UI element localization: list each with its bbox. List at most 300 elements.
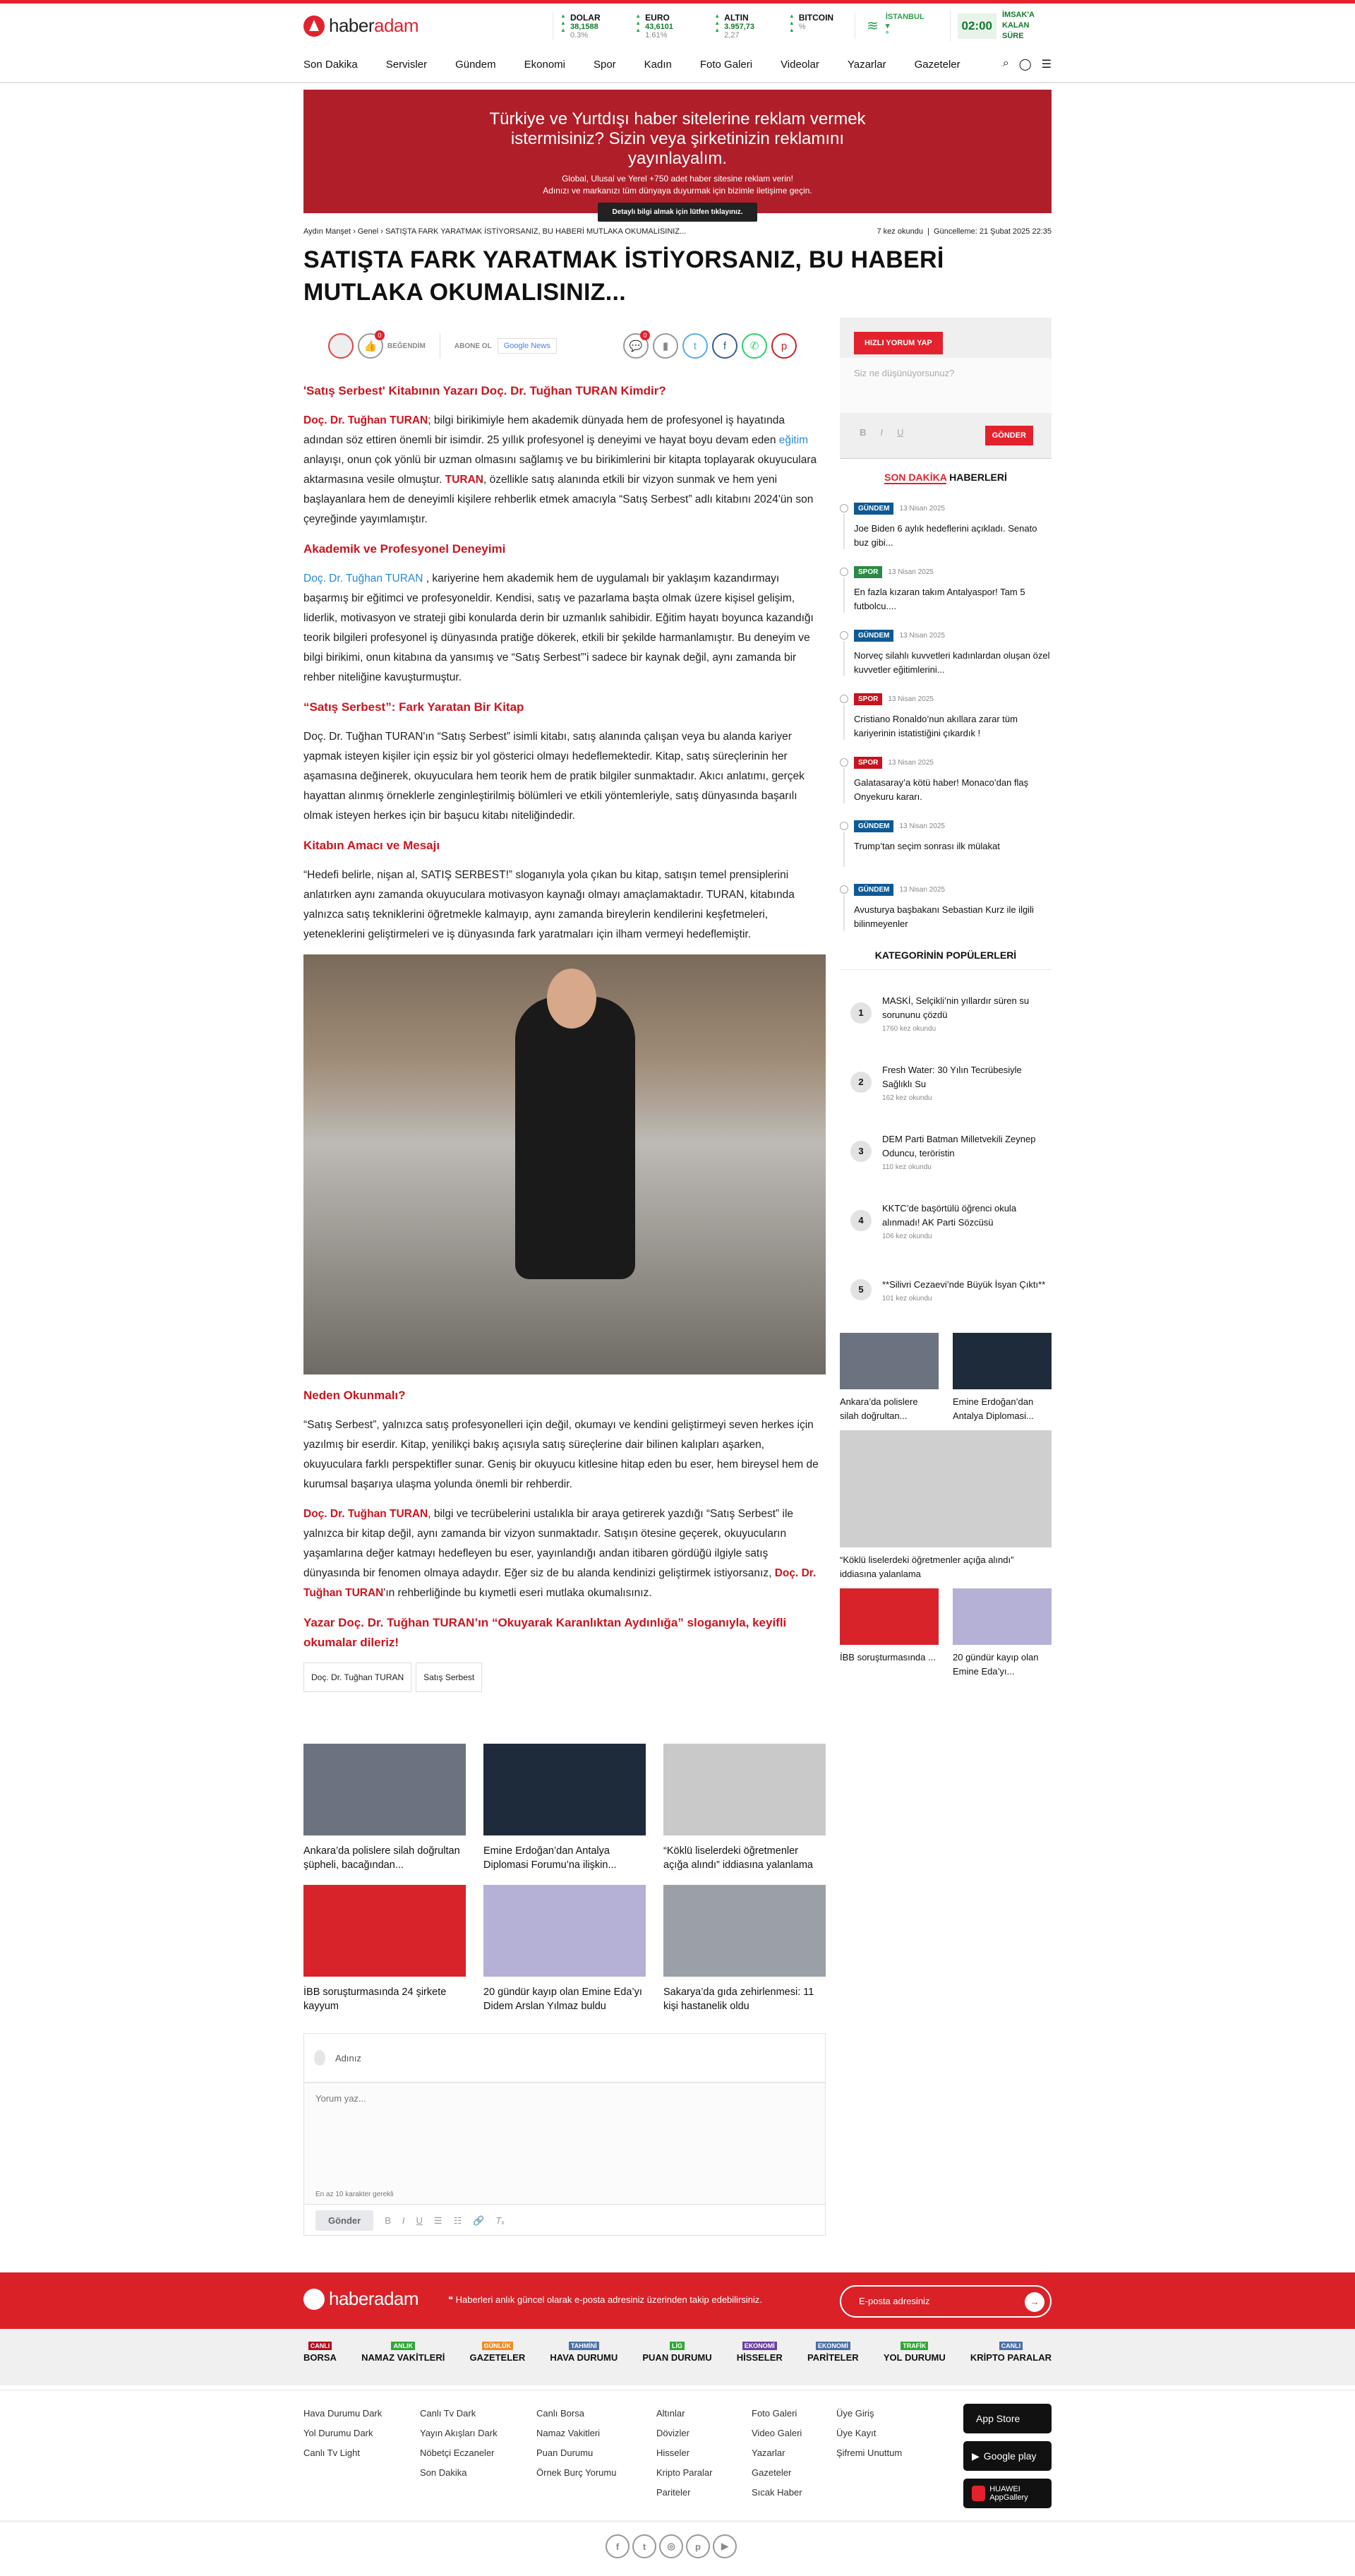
popular-item[interactable] bbox=[840, 978, 1052, 1048]
huawei-icon bbox=[972, 2486, 985, 2501]
photo-figure bbox=[515, 997, 635, 1279]
popular-news bbox=[840, 949, 1052, 1324]
read-count: 162 kez okundu bbox=[882, 1094, 932, 1102]
service-badge: LİG bbox=[670, 2342, 685, 2350]
pinterest-icon[interactable]: p bbox=[686, 2534, 710, 2558]
italic-icon[interactable]: I bbox=[402, 2215, 405, 2226]
footer-link[interactable]: Üye Kayıt bbox=[836, 2428, 877, 2438]
email-input[interactable]: E-posta adresiniz → bbox=[840, 2285, 1052, 2318]
breaking-meta bbox=[854, 755, 1052, 769]
service-label: PUAN DURUMU bbox=[642, 2352, 712, 2363]
side-news-image[interactable] bbox=[953, 1333, 1052, 1389]
popular-text bbox=[882, 994, 1052, 1033]
updated-date: Güncelleme: 21 Şubat 2025 22:35 bbox=[934, 227, 1052, 236]
huawei-appgallery-badge[interactable]: HUAWEI AppGallery bbox=[963, 2479, 1052, 2508]
service-badge: EKONOMİ bbox=[742, 2342, 777, 2350]
weather-city[interactable]: İSTANBUL bbox=[885, 13, 925, 21]
comment-icon: 💬 bbox=[629, 340, 643, 352]
link-icon[interactable]: 🔗 bbox=[473, 2215, 485, 2226]
footer-link-column bbox=[656, 2404, 752, 2503]
breadcrumb-item: SATIŞTA FARK YARATMAK İSTİYORSANIZ, BU HABERİ MUTLAKA OKUMALISINIZ... bbox=[385, 227, 687, 236]
related-title[interactable]: İBB soruşturmasında 24 şirkete kayyum bbox=[303, 1987, 447, 2012]
breadcrumb bbox=[303, 227, 686, 236]
comment-form bbox=[303, 2033, 826, 2236]
logo-icon bbox=[303, 2289, 325, 2310]
service-label: NAMAZ VAKİTLERİ bbox=[361, 2352, 445, 2363]
footer-link[interactable]: Namaz Vakitleri bbox=[536, 2428, 601, 2438]
ticker-pct: 1.61% bbox=[645, 30, 668, 40]
nav-item[interactable]: Yazarlar bbox=[847, 58, 886, 71]
facebook-share-icon[interactable]: f bbox=[712, 333, 737, 359]
news-date: 13 Nisan 2025 bbox=[888, 568, 934, 576]
related-card[interactable] bbox=[483, 1885, 646, 2013]
footer-link[interactable]: Son Dakika bbox=[420, 2467, 467, 2478]
nav-item[interactable]: Kadın bbox=[644, 58, 672, 71]
nav-item[interactable]: Foto Galeri bbox=[699, 58, 753, 71]
read-count: 7 kez okundu bbox=[877, 227, 923, 236]
service-link[interactable] bbox=[807, 2340, 859, 2363]
service-label: KRİPTO PARALAR bbox=[970, 2352, 1052, 2363]
ticker-values bbox=[799, 13, 833, 31]
breaking-item[interactable] bbox=[840, 692, 1052, 743]
footer-link-column bbox=[420, 2404, 536, 2503]
twitter-icon[interactable]: t bbox=[632, 2534, 656, 2558]
breadcrumb-row: Aydın Manşet › Genel › SATIŞTA FARK YARATMAK İSTİYORSANIZ, BU HABERİ MUTLAKA OKUMALISINIZ... 7 kez okundu | Güncelleme: 21 Şubat 2025 22:35 bbox=[303, 227, 1052, 236]
read-count: 101 kez okundu bbox=[882, 1294, 932, 1302]
footer-link[interactable]: Hava Durumu Dark bbox=[303, 2408, 383, 2419]
ad-title: Türkiye ve Yurtdışı haber sitelerine reklam vermek istermisiniz? Sizin veya şirketinizin reklamını yayınlayalım. bbox=[489, 109, 866, 168]
footer-link[interactable]: Hisseler bbox=[656, 2448, 689, 2458]
related-card[interactable] bbox=[303, 1744, 466, 1872]
user-icon[interactable]: ◯ bbox=[1018, 59, 1032, 71]
prayer-label: İMSAK'A KALAN SÜRE bbox=[1002, 11, 1035, 40]
footer-link[interactable]: Yayın Akışları Dark bbox=[420, 2428, 498, 2438]
submit-arrow-icon[interactable]: → bbox=[1025, 2292, 1044, 2312]
related-title[interactable]: Sakarya’da gıda zehirlenmesi: 11 kişi hastanelik oldu bbox=[663, 1987, 814, 2012]
article-photo bbox=[303, 954, 826, 1374]
section-heading: Neden Okunmalı? bbox=[303, 1389, 406, 1402]
footer-link[interactable]: Altınlar bbox=[656, 2408, 685, 2419]
footer-link[interactable]: Yazarlar bbox=[752, 2448, 785, 2458]
breaking-item[interactable] bbox=[840, 882, 1052, 933]
newsletter-text: ❝ Haberleri anlık güncel olarak e-posta adresiniz üzerinden takip edebilirsiniz. bbox=[448, 2294, 762, 2305]
trend-up-icon: ▲ ▲ ▲ bbox=[714, 12, 721, 33]
footer-link[interactable]: Örnek Burç Yorumu bbox=[536, 2467, 617, 2478]
category-badge[interactable]: SPOR bbox=[854, 757, 882, 769]
popular-text bbox=[882, 1132, 1052, 1171]
popular-title: KATEGORİNİN POPÜLERLERİ bbox=[840, 949, 1052, 970]
read-count: 106 kez okundu bbox=[882, 1232, 932, 1240]
weather-temp: ° bbox=[885, 30, 889, 39]
bookmark-button[interactable]: ▮ bbox=[653, 333, 678, 359]
related-title[interactable]: “Köklü liselerdeki öğretmenler açığa alındı” iddiasına yalanlama bbox=[663, 1845, 813, 1871]
side-news-title[interactable]: “Köklü liselerdeki öğretmenler açığa alındı” iddiasına yalanlama bbox=[840, 1554, 1014, 1579]
category-badge[interactable]: GÜNDEM bbox=[854, 630, 893, 642]
ticker-pct: 0.3% bbox=[570, 30, 589, 40]
bullet-list-icon[interactable]: ☷ bbox=[453, 2215, 462, 2226]
breadcrumb-item[interactable]: Genel bbox=[357, 227, 379, 236]
ad-line-1: Global, Ulusal ve Yerel +750 adet haber sitesine reklam verin! bbox=[562, 174, 793, 184]
popular-text bbox=[882, 1278, 1045, 1302]
popular-title[interactable]: **Silivri Cezaevi’nde Büyük İsyan Çıktı** bbox=[882, 1278, 1046, 1290]
news-date: 13 Nisan 2025 bbox=[899, 505, 945, 513]
footer-link[interactable]: Canlı Tv Light bbox=[303, 2448, 360, 2458]
wind-icon: ≋ bbox=[867, 18, 879, 34]
pinterest-share-icon[interactable]: p bbox=[771, 333, 797, 359]
rank-number: 5 bbox=[850, 1279, 872, 1300]
service-badge: CANLI bbox=[308, 2342, 332, 2350]
ordered-list-icon[interactable]: ☰ bbox=[433, 2215, 442, 2226]
bold-icon[interactable]: B bbox=[860, 427, 867, 438]
text-link[interactable]: Doç. Dr. Tuğhan TURAN bbox=[303, 573, 423, 585]
prayer-time: 02:00 bbox=[958, 13, 996, 39]
like-count: 0 bbox=[375, 330, 385, 340]
footer-link[interactable]: Foto Galeri bbox=[752, 2408, 797, 2419]
breaking-title[interactable]: Galatasaray’a kötü haber! Monaco’dan flaş Onyekuru kararı. bbox=[854, 777, 1029, 802]
service-badge: TAHMİNİ bbox=[569, 2342, 599, 2350]
paragraph bbox=[303, 411, 826, 529]
nav-item[interactable]: Son Dakika bbox=[303, 58, 358, 71]
top-accent-line bbox=[0, 0, 1355, 4]
rank-number: 2 bbox=[850, 1072, 872, 1093]
related-card[interactable] bbox=[483, 1744, 646, 1872]
related-thumbnail[interactable] bbox=[303, 1744, 466, 1835]
popular-text bbox=[882, 1063, 1052, 1102]
paragraph bbox=[303, 865, 826, 945]
rank-number: 1 bbox=[850, 1002, 872, 1024]
category-badge[interactable]: GÜNDEM bbox=[854, 884, 893, 896]
related-card[interactable] bbox=[303, 1885, 466, 2013]
market-ticker[interactable] bbox=[714, 13, 769, 40]
send-comment-button[interactable]: Gönder bbox=[315, 2210, 373, 2231]
side-news-title[interactable]: Emine Erdoğan’dan Antalya Diplomasi... bbox=[953, 1396, 1034, 1421]
news-date: 13 Nisan 2025 bbox=[899, 632, 945, 640]
popular-item[interactable] bbox=[840, 1117, 1052, 1186]
category-badge[interactable]: SPOR bbox=[854, 566, 882, 578]
nav-item[interactable]: Gündem bbox=[455, 58, 496, 71]
service-link[interactable] bbox=[303, 2340, 337, 2363]
bold-icon[interactable]: B bbox=[385, 2215, 391, 2226]
main-nav bbox=[303, 47, 1052, 82]
breaking-meta bbox=[854, 501, 1052, 515]
side-news-title[interactable]: Ankara’da polislere silah doğrultan... bbox=[840, 1396, 918, 1421]
rank-number: 3 bbox=[850, 1141, 872, 1162]
footer-link-column bbox=[836, 2404, 963, 2503]
ticker-value: 38,1588 bbox=[570, 22, 598, 31]
trend-up-icon: ▲ ▲ ▲ bbox=[560, 12, 566, 33]
nav-item[interactable]: Ekonomi bbox=[524, 58, 565, 71]
breaking-meta bbox=[854, 692, 1052, 705]
side-news-title[interactable]: İBB soruşturmasında ... bbox=[840, 1652, 936, 1663]
text: , özellikle satış alanında etkili bir vizyon sunmak ve hem yeni başlayanlara hem de deneyimli kişilere rehberlik etmek amacıyla “Satış Serbest” adlı kitabını 2024'ün son çeyreğinde yayımlamıştır. bbox=[303, 474, 814, 525]
popular-title[interactable]: MASKİ, Selçikli’nin yıllardır süren su sorununu çözdü bbox=[882, 995, 1030, 1020]
market-ticker[interactable] bbox=[560, 13, 615, 40]
service-link[interactable] bbox=[642, 2340, 711, 2363]
popular-item[interactable] bbox=[840, 1255, 1052, 1324]
text: Doç. Dr. Tuğhan TURAN'ın “Satış Serbest” isimli kitabı, satış alanında çalışan veya bu alanda kariyer yapmak isteyen kişiler için eşsiz bir yol gösterici olmayı hedeflemektedir. Kitap, satış süreçlerinin her aşamasına değinerek, okuyuculara hem teorik hem de pratik bilgiler sunmaktadır. Akıcı anlatımı, gerçek hayattan alınmış örneklerle zenginleştirilmiş bölümleri ve etkili yöntemleriyle, satış dünyasında başarılı olmak isteyen herkes için bir başucu kitabı niteliğindedir. bbox=[303, 731, 805, 822]
popular-item[interactable] bbox=[840, 1186, 1052, 1255]
footer-link[interactable]: Puan Durumu bbox=[536, 2448, 594, 2458]
text: 'ın rehberliğinde bu kıymetli eseri mutlaka okumalısınız. bbox=[383, 1587, 652, 1599]
youtube-icon[interactable]: ▶ bbox=[713, 2534, 737, 2558]
news-date: 13 Nisan 2025 bbox=[888, 695, 934, 703]
section-heading: Akademik ve Profesyonel Deneyimi bbox=[303, 542, 506, 556]
nav-item[interactable]: Gazeteler bbox=[914, 58, 960, 71]
service-label: HAVA DURUMU bbox=[550, 2352, 618, 2363]
clear-format-icon[interactable]: Tₓ bbox=[495, 2215, 505, 2226]
quick-comment-input[interactable]: Siz ne düşünüyorsunuz? bbox=[840, 358, 1052, 413]
app-badges bbox=[963, 2404, 1052, 2516]
related-title[interactable]: Ankara’da polislere silah doğrultan şüpheli, bacağından... bbox=[303, 1845, 460, 1871]
breaking-title[interactable]: Joe Biden 6 aylık hedeflerini açıkladı. Senato buz gibi... bbox=[854, 523, 1037, 548]
nav-item[interactable]: Spor bbox=[593, 58, 616, 71]
related-title[interactable]: 20 gündür kayıp olan Emine Eda’yı Didem Arslan Yılmaz buldu bbox=[483, 1987, 642, 2012]
footer-link[interactable]: Dövizler bbox=[656, 2428, 689, 2438]
ticker-values bbox=[724, 13, 769, 40]
breaking-title[interactable]: En fazla kızaran takım Antalyaspor! Tam 5 futbolcu.... bbox=[854, 587, 1025, 611]
sidebar-news bbox=[840, 1333, 1052, 1680]
comment-textarea[interactable] bbox=[304, 2083, 825, 2205]
text: , kariyerine hem akademik hem de uygulamalı bir yaklaşım kazandırmayı başarmış bir eğitimci ve profesyoneldir. Kendisi, satış ve pazarlama başta olmak üzere kişisel gelişim, liderlik, motivasyon ve strateji gibi konularda derin bir uzmanlık sahibidir. Eğitim hayatı boyunca kazandığı teorik bilgileri profesyonel iş dünyasında pratiğe dökerek, etkili bir şekilde harmanlamıştır. Bu deneyim ve bilgi birikimi, onun kitabına da yansımış ve “Satış Serbest”'i sadece bir kaynak değil, aynı zamanda bir rehber niteliğine kavuşturmuştur. bbox=[303, 573, 814, 683]
breaking-meta bbox=[854, 628, 1052, 642]
footer-links bbox=[303, 2404, 1052, 2503]
side-news-title[interactable]: 20 gündür kayıp olan Emine Eda’yı... bbox=[953, 1652, 1039, 1677]
side-news-card[interactable] bbox=[840, 1588, 939, 1680]
service-label: YOL DURUMU bbox=[883, 2352, 946, 2363]
search-icon[interactable]: ⌕ bbox=[1002, 57, 1009, 69]
page-title: SATIŞTA FARK YARATMAK İSTİYORSANIZ, BU HABERİ MUTLAKA OKUMALISINIZ... bbox=[303, 246, 944, 306]
side-news-card[interactable] bbox=[840, 1430, 1052, 1583]
footer-link-column bbox=[303, 2404, 420, 2503]
related-thumbnail[interactable] bbox=[483, 1744, 646, 1835]
side-news-card[interactable] bbox=[953, 1588, 1052, 1680]
footer-link-column bbox=[536, 2404, 656, 2503]
popular-title[interactable]: KKTC’de başörtülü öğrenci okula alınmadı! AK Parti Sözcüsü bbox=[882, 1202, 1017, 1228]
related-news-grid bbox=[303, 1744, 826, 2013]
breaking-title[interactable]: Trump’tan seçim sonrası ilk mülakat bbox=[854, 841, 1000, 851]
popular-text bbox=[882, 1202, 1052, 1240]
underline-icon[interactable]: U bbox=[416, 2215, 423, 2226]
footer-link[interactable]: Canlı Borsa bbox=[536, 2408, 584, 2419]
footer-link[interactable]: Şifremi Unuttum bbox=[836, 2448, 903, 2458]
highlight-text: Doç. Dr. Tuğhan TURAN bbox=[303, 414, 428, 426]
side-news-card[interactable] bbox=[840, 1333, 939, 1425]
google-play-badge[interactable]: ▶ Google play bbox=[963, 2441, 1052, 2471]
header bbox=[303, 10, 1052, 42]
service-badge: ANLIK bbox=[391, 2342, 415, 2350]
ad-line-2: Adınızı ve markanızı tüm dünyaya duyurmak için bizimle iletişime geçin. bbox=[543, 186, 812, 196]
footer-link[interactable]: Pariteler bbox=[656, 2487, 691, 2498]
service-label: PARİTELER bbox=[807, 2352, 859, 2363]
text-link[interactable]: eğitim bbox=[778, 434, 809, 446]
thumbs-up-icon: 👍 bbox=[363, 340, 378, 352]
related-thumbnail[interactable] bbox=[303, 1885, 466, 1977]
service-link[interactable] bbox=[470, 2340, 526, 2363]
side-news-image[interactable] bbox=[840, 1430, 1052, 1547]
ticker-name: EURO bbox=[645, 12, 670, 23]
category-badge[interactable]: GÜNDEM bbox=[854, 503, 893, 515]
google-news-button[interactable]: Google News bbox=[498, 338, 557, 354]
ticker-pct: % bbox=[798, 22, 806, 31]
site-logo[interactable]: haber adam bbox=[303, 15, 418, 37]
tag[interactable]: Doç. Dr. Tuğhan TURAN bbox=[303, 1663, 411, 1692]
like-button[interactable] bbox=[358, 333, 383, 359]
related-thumbnail[interactable] bbox=[483, 1885, 646, 1977]
text: “Hedefi belirle, nişan al, SATIŞ SERBEST!” sloganıyla yola çıkan bu kitap, satışın temel prensiplerini anlatırken aynı zamanda okuyuculara motivasyon kaynağı olmayı amaçlamaktadır. TURAN, kitabında yalnızca satış tekniklerini öğretmekle kalmayıp, aynı zamanda bireylerin kendilerini keşfetmeleri, yeteneklerini geliştirmeleri ve iş dünyasında fark yaratmaları için ilham vermeyi hedeflemiştir. bbox=[303, 869, 795, 940]
breaking-title[interactable]: Cristiano Ronaldo’nun akıllara zarar tüm kariyerinin istatistiğini çıkardık ! bbox=[854, 714, 1018, 738]
side-news-card[interactable] bbox=[953, 1333, 1052, 1425]
reaction-avatar[interactable] bbox=[328, 333, 354, 359]
footer-link[interactable]: Kripto Paralar bbox=[656, 2467, 713, 2478]
newsletter-bar bbox=[0, 2272, 1355, 2329]
side-news-image[interactable] bbox=[840, 1588, 939, 1645]
menu-icon[interactable]: ☰ bbox=[1041, 59, 1052, 71]
service-link[interactable] bbox=[737, 2340, 783, 2363]
chevron-right-icon: › bbox=[378, 227, 385, 236]
closing-line: Yazar Doç. Dr. Tuğhan TURAN’ın “Okuyarak Karanlıktan Aydınlığa” sloganıyla, keyifli okumalar dileriz! bbox=[303, 1616, 787, 1649]
footer-link[interactable]: Sıcak Haber bbox=[752, 2487, 802, 2498]
weather-widget[interactable]: ≋ İSTANBUL ▾ ° bbox=[855, 13, 928, 39]
nav-item[interactable]: Videolar bbox=[781, 58, 819, 71]
footer-link-column bbox=[752, 2404, 836, 2503]
breaking-title[interactable]: Avusturya başbakanı Sebastian Kurz ile ilgili bilinmeyenler bbox=[854, 904, 1034, 929]
nav-item[interactable]: Servisler bbox=[385, 58, 428, 71]
breadcrumb-item[interactable]: Aydın Manşet bbox=[303, 227, 351, 236]
ticker-values bbox=[645, 13, 694, 40]
like-label: BEĞENDİM bbox=[387, 342, 426, 350]
footer-link[interactable]: Video Galeri bbox=[752, 2428, 802, 2438]
section-heading: Kitabın Amacı ve Mesajı bbox=[303, 839, 440, 852]
breaking-item[interactable] bbox=[840, 501, 1052, 552]
trend-up-icon: ▲ ▲ ▲ bbox=[788, 12, 795, 33]
facebook-icon[interactable]: f bbox=[606, 2534, 630, 2558]
service-label: HİSSELER bbox=[736, 2352, 783, 2363]
underline-icon[interactable]: U bbox=[897, 427, 904, 438]
highlight-text: Doç. Dr. Tuğhan TURAN bbox=[303, 1567, 817, 1599]
quick-comment-send-button[interactable]: GÖNDER bbox=[985, 426, 1033, 445]
ad-details-button[interactable]: Detaylı bilgi almak için lütfen tıklayınız. bbox=[598, 203, 757, 222]
ticker-value: 43,6101 bbox=[645, 22, 673, 31]
service-badge: TRAFİK bbox=[901, 2342, 928, 2350]
breaking-title: HABERLERİ bbox=[946, 472, 1007, 483]
tag[interactable]: Satış Serbest bbox=[416, 1663, 482, 1692]
service-link[interactable] bbox=[361, 2340, 445, 2363]
twitter-share-icon[interactable]: t bbox=[682, 333, 708, 359]
logo-icon bbox=[303, 16, 325, 37]
market-ticker[interactable] bbox=[635, 13, 694, 40]
service-link[interactable] bbox=[550, 2340, 618, 2363]
social-links bbox=[606, 2534, 737, 2558]
footer-logo[interactable]: haber adam bbox=[303, 2288, 418, 2310]
service-badge: CANLI bbox=[999, 2342, 1023, 2350]
footer-link[interactable]: Gazeteler bbox=[752, 2467, 792, 2478]
related-thumbnail[interactable] bbox=[663, 1885, 826, 1977]
comment-placeholder: Yorum yaz... bbox=[315, 2093, 366, 2104]
related-title[interactable]: Emine Erdoğan’dan Antalya Diplomasi Forumu’na ilişkin... bbox=[483, 1845, 617, 1871]
text: anlayışı, onun çok yönlü bir uzman olmasını sağlamış ve bu birikimlerini bir kitapta toplayarak okuyuculara aktarmasına vesile olmuştur. bbox=[303, 454, 817, 486]
breaking-meta bbox=[854, 565, 1052, 578]
ticker-name: DOLAR bbox=[570, 12, 601, 23]
popular-item[interactable] bbox=[840, 1048, 1052, 1117]
tag-list bbox=[303, 1663, 826, 1692]
share-bar bbox=[328, 332, 801, 360]
popular-title[interactable]: Fresh Water: 30 Yılın Tecrübesiyle Sağlıklı Su bbox=[882, 1064, 1022, 1089]
paragraph bbox=[303, 1504, 826, 1603]
section-heading: 'Satış Serbest' Kitabının Yazarı Doç. Dr. Tuğhan TURAN Kimdir? bbox=[303, 384, 666, 397]
article-body bbox=[303, 374, 826, 1692]
category-badge[interactable]: GÜNDEM bbox=[854, 820, 893, 832]
footer-link[interactable]: Üye Giriş bbox=[836, 2408, 874, 2419]
breaking-item[interactable] bbox=[840, 819, 1052, 870]
breaking-title[interactable]: Norveç silahlı kuvvetleri kadınlardan oluşan özel kuvvetler eğitimlerini... bbox=[854, 650, 1050, 675]
ticker-name: BITCOIN bbox=[798, 12, 834, 23]
side-news-image[interactable] bbox=[953, 1588, 1052, 1645]
footer-link[interactable]: Nöbetçi Eczaneler bbox=[420, 2448, 495, 2458]
text: , bilgi ve tecrübelerini ustalıkla bir araya getirerek yazdığı “Satış Serbest” ile yalnızca bir kitap değil, aynı zamanda bir vizyon sunmaktadır. Satışın ötesine geçerek, okuyucuların yaşamlarına değer katmayı hedefleyen bu eser, yayınlandığı andan itibaren gördüğü ilgiyle satış dünyasında bir fenomen olmaya adaydır. Eğer siz de bu alanda kendinizi geliştirmek istiyorsanız, bbox=[303, 1508, 794, 1579]
paragraph bbox=[303, 1415, 826, 1494]
quick-comment-box bbox=[840, 318, 1052, 459]
side-news-image[interactable] bbox=[840, 1333, 939, 1389]
name-input[interactable]: Adınız bbox=[335, 2052, 361, 2063]
instagram-icon[interactable]: ◎ bbox=[659, 2534, 683, 2558]
paragraph bbox=[303, 569, 826, 688]
related-thumbnail[interactable] bbox=[663, 1744, 826, 1835]
highlight-text: TURAN bbox=[445, 474, 483, 486]
app-store-badge[interactable]: App Store bbox=[963, 2404, 1052, 2433]
trend-up-icon: ▲ ▲ ▲ bbox=[635, 12, 642, 33]
highlight-text: Doç. Dr. Tuğhan TURAN bbox=[303, 1508, 428, 1520]
news-date: 13 Nisan 2025 bbox=[899, 822, 945, 830]
service-link[interactable] bbox=[884, 2340, 946, 2363]
footer-link[interactable]: Yol Durumu Dark bbox=[303, 2428, 373, 2438]
market-ticker[interactable] bbox=[789, 13, 833, 40]
read-count: 1760 kez okundu bbox=[882, 1024, 937, 1033]
ticker-values bbox=[570, 13, 615, 40]
service-label: GAZETELER bbox=[469, 2352, 526, 2363]
service-badge: GÜNLÜK bbox=[482, 2342, 514, 2350]
ticker-pct: 2,27 bbox=[724, 30, 740, 40]
related-card[interactable] bbox=[663, 1885, 826, 2013]
whatsapp-share-icon[interactable]: ✆ bbox=[742, 333, 767, 359]
service-link[interactable] bbox=[970, 2340, 1052, 2363]
prayer-countdown bbox=[950, 10, 1052, 42]
market-tickers bbox=[553, 13, 833, 40]
popular-title[interactable]: DEM Parti Batman Milletvekili Zeynep Oduncu, teröristin bbox=[882, 1133, 1036, 1158]
play-icon: ▶ bbox=[972, 2450, 980, 2462]
ad-banner[interactable] bbox=[303, 90, 1052, 216]
breaking-item[interactable] bbox=[840, 565, 1052, 616]
breaking-meta bbox=[854, 819, 1052, 832]
comment-count: 0 bbox=[640, 330, 650, 340]
paragraph bbox=[303, 727, 826, 826]
italic-icon[interactable]: I bbox=[880, 427, 884, 438]
photo-figure-head bbox=[547, 969, 596, 1029]
breaking-item[interactable] bbox=[840, 755, 1052, 806]
breaking-title-red: SON DAKİKA bbox=[884, 472, 947, 483]
news-date: 13 Nisan 2025 bbox=[899, 886, 945, 894]
category-badge[interactable]: SPOR bbox=[854, 693, 882, 705]
news-date: 13 Nisan 2025 bbox=[888, 759, 934, 767]
rank-number: 4 bbox=[850, 1210, 872, 1231]
service-label: BORSA bbox=[303, 2352, 337, 2363]
chevron-right-icon: › bbox=[351, 227, 358, 236]
related-card[interactable] bbox=[663, 1744, 826, 1872]
comment-button[interactable] bbox=[623, 333, 649, 359]
text: “Satış Serbest”, yalnızca satış profesyonelleri için değil, okumayı ve kendini geliştirmeyi seven herkes için yazılmış bir eserdir. Kitap, yenilikçi bakış açısıyla satış süreçlerine dair bilinen kalıpları aşarken, okuyuculara farklı perspektifler sunar. Geniş bir okuyucu kitlesine hitap eden bu eser, hem bireysel hem de kurumsal başarıya ulaşma yolunda önemli bir rehberdir. bbox=[303, 1419, 819, 1490]
avatar bbox=[314, 2050, 325, 2066]
breaking-item[interactable] bbox=[840, 628, 1052, 679]
footer-link[interactable]: Canlı Tv Dark bbox=[420, 2408, 476, 2419]
